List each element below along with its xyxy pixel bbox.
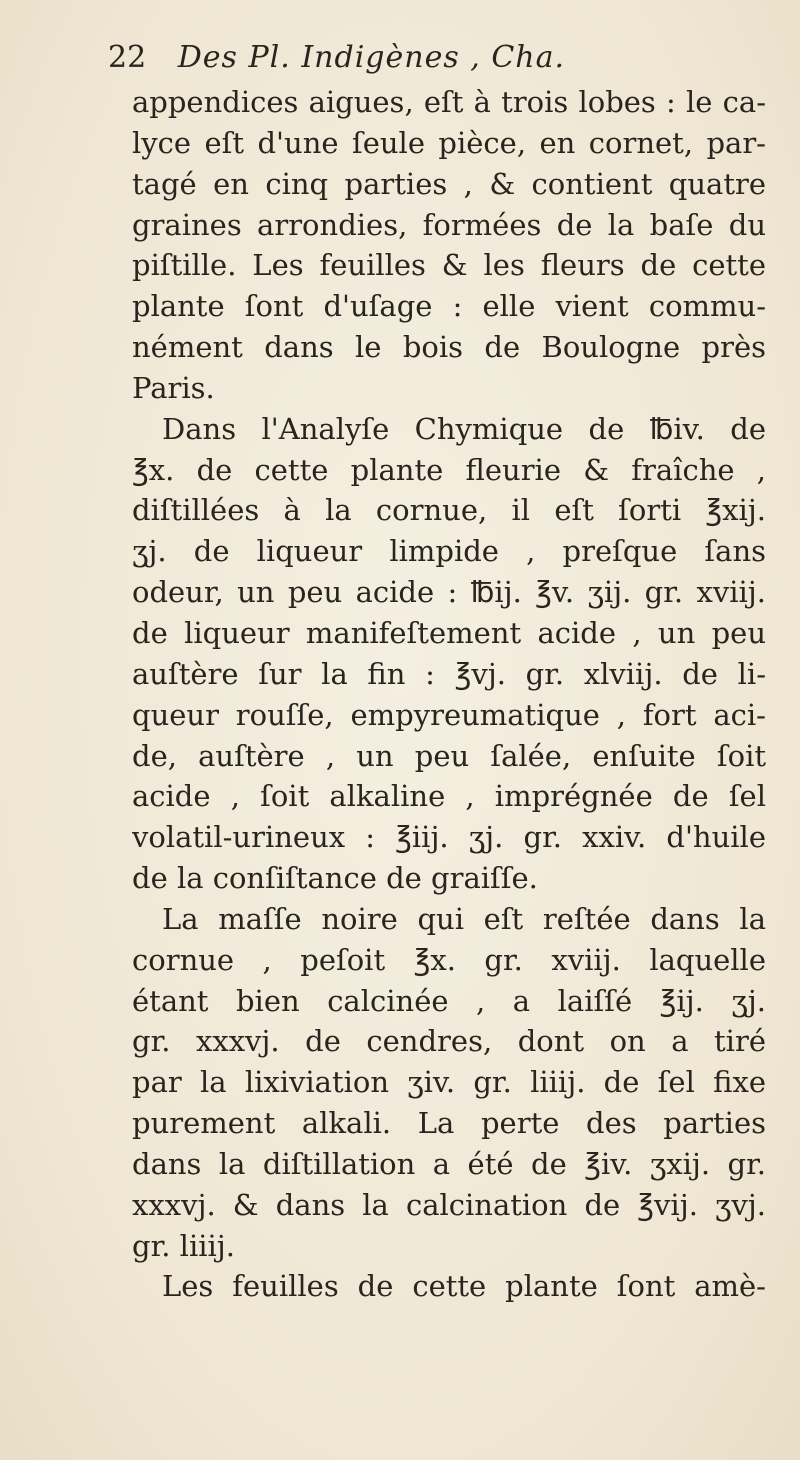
text-line: La maſſe noire qui eſt reſtée dans la: [162, 901, 766, 936]
text-line: odeur, un peu acide : ℔ij. ℥v. ʒij. gr. xviij.: [132, 575, 766, 610]
text-line: piſtille. Les feuilles & les fleurs de cette: [132, 248, 766, 283]
text-line: gr. xxxvj. de cendres, dont on a tiré: [132, 1024, 766, 1059]
text-line: ℥x. de cette plante fleurie & fraîche ,: [132, 452, 766, 487]
text-line: Les feuilles de cette plante ſont amè-: [162, 1269, 766, 1304]
text-line: plante ſont d'uſage : elle vient commu-: [132, 289, 766, 324]
text-line: xxxvj. & dans la calcination de ℥vij. ʒvj.: [132, 1187, 766, 1222]
text-line: par la lixiviation ʒiv. gr. liiij. de ſel fixe: [132, 1065, 766, 1100]
text-line: tagé en cinq parties , & contient quatre: [132, 166, 766, 201]
text-line: dans la diſtillation a été de ℥iv. ʒxij. gr.: [132, 1146, 766, 1181]
text-line: de liqueur manifeſtement acide , un peu: [132, 615, 766, 650]
text-line: nément dans le bois de Boulogne près: [132, 330, 766, 365]
text-line: de la conſiſtance de graiſſe.: [132, 861, 538, 896]
running-title: Des Pl. Indigènes , Cha.: [177, 40, 566, 75]
text-line: de, auſtère , un peu ſalée, enſuite ſoit: [132, 738, 766, 773]
text-line: lyce eſt d'une ſeule pièce, en cornet, par-: [132, 125, 766, 160]
text-line: appendices aigues, eſt à trois lobes : le ca-: [132, 85, 766, 119]
text-line: étant bien calcinée , a laiſſé ℥ij. ʒj.: [132, 983, 766, 1018]
text-line: graines arrondies, formées de la baſe du: [132, 207, 766, 242]
running-header: [108, 38, 748, 78]
text-line: queur rouſſe, empyreumatique , fort aci-: [132, 697, 766, 732]
page-number: 22: [108, 40, 147, 75]
text-line: cornue , peſoit ℥x. gr. xviij. laquelle: [132, 942, 766, 977]
text-line: gr. liiij.: [132, 1228, 235, 1263]
text-line: Paris.: [132, 370, 215, 405]
body-text: [132, 82, 766, 1307]
text-line: volatil-urineux : ℥iij. ʒj. gr. xxiv. d'huile: [132, 820, 766, 855]
text-line: ʒj. de liqueur limpide , preſque ſans: [132, 534, 766, 569]
text-line: Dans l'Analyſe Chymique de ℔iv. de: [162, 411, 766, 446]
text-line: acide , ſoit alkaline , imprégnée de ſel: [132, 779, 766, 814]
text-line: auſtère ſur la fin : ℥vj. gr. xlviij. de li-: [132, 656, 766, 691]
text-line: diſtillées à la cornue, il eſt ſorti ℥xij.: [132, 493, 766, 528]
text-line: purement alkali. La perte des parties: [132, 1106, 766, 1141]
